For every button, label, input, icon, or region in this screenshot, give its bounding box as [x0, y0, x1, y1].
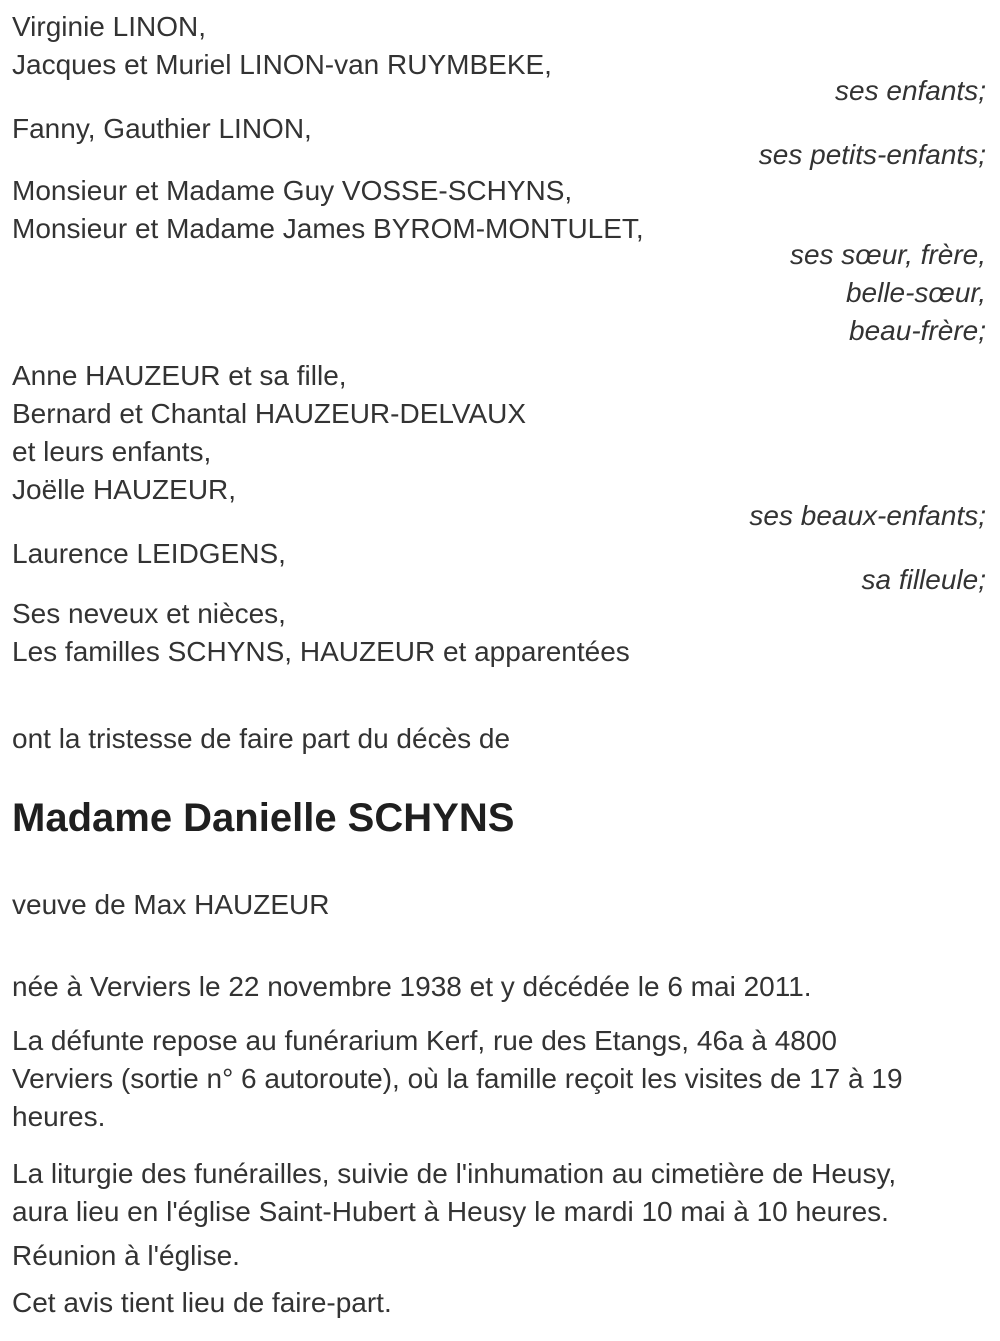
mourner-name-line: Fanny, Gauthier LINON, — [12, 113, 312, 144]
deceased-name-heading: Madame Danielle SCHYNS — [12, 796, 515, 840]
mourners-group-families — [12, 595, 986, 671]
mourner-name-line: Joëlle HAUZEUR, — [12, 474, 237, 505]
relation-label-siblings — [12, 236, 986, 350]
repose-paragraph — [12, 1022, 986, 1136]
mourner-name-line: Les familles SCHYNS, HAUZEUR et apparentées — [12, 636, 630, 667]
closing-line: Cet avis tient lieu de faire-part. — [12, 1287, 392, 1318]
meeting-line: Réunion à l'église. — [12, 1240, 240, 1271]
mourner-name-line: Virginie LINON, — [12, 11, 207, 42]
mourner-name-line: et leurs enfants, — [12, 436, 212, 467]
mourners-group-stepchildren — [12, 357, 986, 509]
relation-line: ses beaux-enfants; — [749, 500, 986, 531]
relation-line: belle-sœur, — [845, 277, 986, 308]
announcement-line: ont la tristesse de faire part du décès de — [12, 723, 511, 754]
funeral-line: aura lieu en l'église Saint-Hubert à Heusy le mardi 10 mai à 10 heures. — [12, 1196, 889, 1227]
relation-line: ses enfants; — [835, 75, 986, 106]
mourner-name-line: Anne HAUZEUR et sa fille, — [12, 360, 347, 391]
mourner-name-line: Bernard et Chantal HAUZEUR-DELVAUX — [12, 398, 527, 429]
funeral-paragraph — [12, 1155, 986, 1231]
repose-line: Verviers (sortie n° 6 autoroute), où la famille reçoit les visites de 17 à 19 — [12, 1063, 903, 1094]
relation-line: ses sœur, frère, — [789, 239, 986, 270]
relation-line: beau-frère; — [849, 315, 986, 346]
mourner-name-line: Ses neveux et nièces, — [12, 598, 286, 629]
widow-line: veuve de Max HAUZEUR — [12, 889, 330, 920]
funeral-line: La liturgie des funérailles, suivie de l'inhumation au cimetière de Heusy, — [12, 1158, 897, 1189]
repose-line: heures. — [12, 1101, 106, 1132]
repose-line: La défunte repose au funérarium Kerf, rue des Etangs, 46a à 4800 — [12, 1025, 838, 1056]
birth-death-line: née à Verviers le 22 novembre 1938 et y décédée le 6 mai 2011. — [12, 971, 812, 1002]
mourner-name-line: Jacques et Muriel LINON-van RUYMBEKE, — [12, 49, 552, 80]
relation-line: sa filleule; — [861, 564, 986, 595]
mourner-name-line: Monsieur et Madame James BYROM-MONTULET, — [12, 213, 644, 244]
mourner-name-line: Laurence LEIDGENS, — [12, 538, 286, 569]
mourner-name-line: Monsieur et Madame Guy VOSSE-SCHYNS, — [12, 175, 573, 206]
relation-line: ses petits-enfants; — [758, 139, 986, 170]
